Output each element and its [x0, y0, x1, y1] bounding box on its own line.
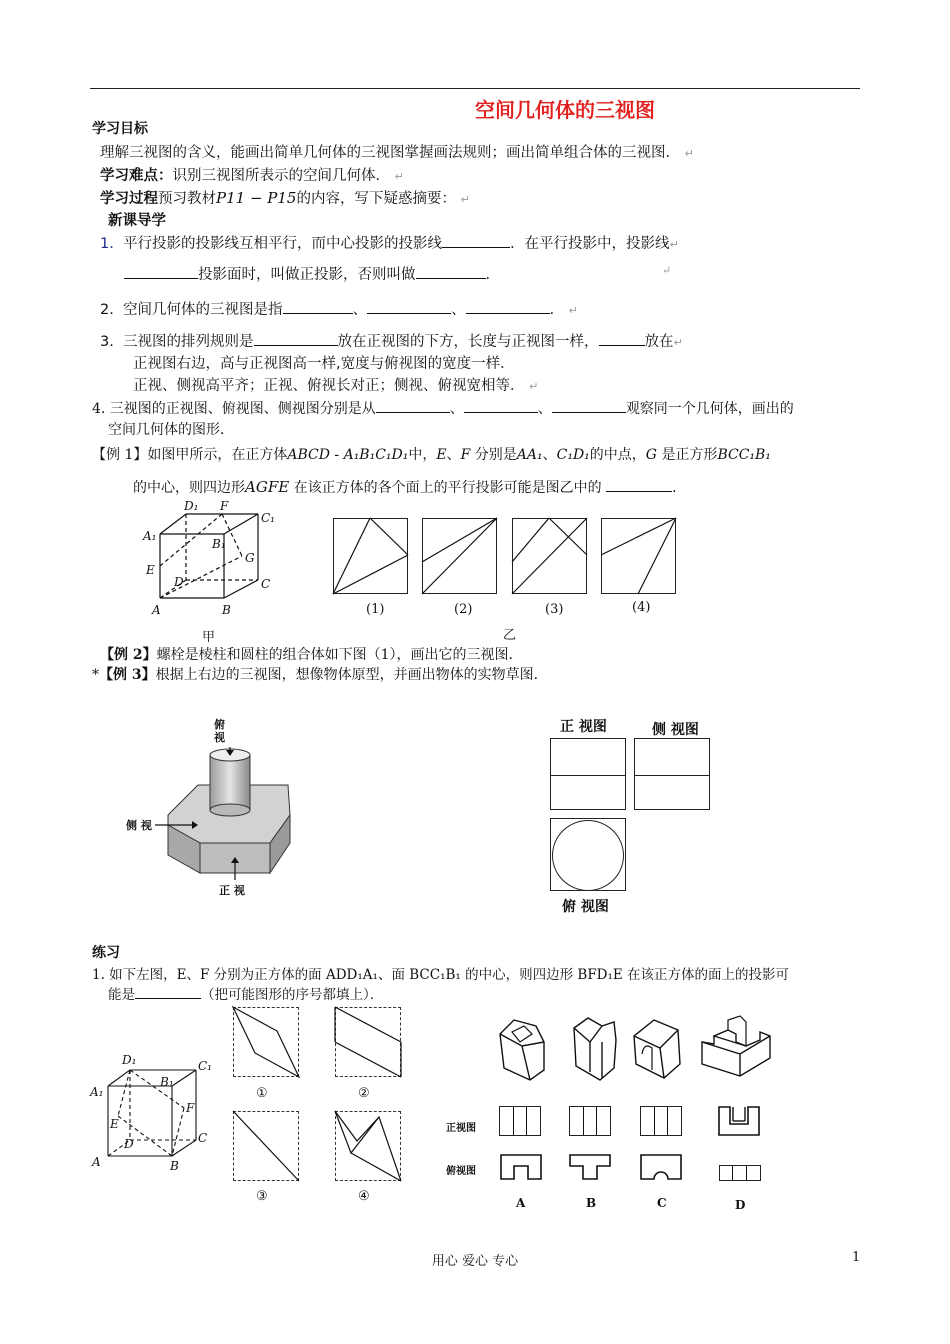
side-view-label: 侧 视图 — [652, 722, 699, 738]
practice-label-b: B — [170, 1159, 179, 1173]
answer-blank[interactable] — [552, 398, 626, 413]
question-1-line1: 1. 平行投影的投影线互相平行，而中心投影的投影线 ．在平行投影中，投影线↵ — [100, 232, 679, 253]
choice-label-b: B — [586, 1196, 597, 1210]
side-view-box — [634, 738, 710, 810]
page-number: 1 — [852, 1250, 861, 1265]
solid-c-figure — [630, 1012, 684, 1082]
question-2: 2. 空间几何体的三视图是指 、 、 ． ↵ — [100, 298, 578, 319]
practice-option-3 — [233, 1111, 299, 1181]
projection-option-4 — [601, 518, 676, 594]
solid-c-front-view — [640, 1106, 682, 1136]
practice-option-1 — [233, 1007, 299, 1077]
cube-label-d1: D₁ — [184, 499, 199, 513]
difficulty-line: 学习难点：识别三视图所表示的空间几何体． ↵ — [100, 168, 404, 184]
cube-label-f: F — [220, 499, 229, 513]
practice-label-d: D — [124, 1137, 134, 1151]
cube-label-b1: B₁ — [212, 537, 226, 551]
row-label-top-view: 俯视图 — [446, 1166, 476, 1177]
solid-b-figure — [568, 1012, 620, 1082]
practice-option-2 — [335, 1007, 401, 1077]
solid-a-top-view — [500, 1154, 542, 1180]
practice-cube-figure — [90, 1050, 220, 1175]
solid-d-figure — [700, 1012, 772, 1078]
question-4-line1: 4. 三视图的正视图、俯视图、侧视图分别是从 、 、 观察同一个几何体，画出的 — [92, 398, 794, 418]
answer-blank[interactable] — [254, 331, 338, 346]
front-view-box — [550, 738, 626, 810]
solid-d-front-view — [718, 1106, 760, 1136]
option-label-3: (3) — [545, 602, 564, 617]
new-lesson-heading: 新课导学 — [108, 213, 166, 229]
option-label-2: (2) — [454, 602, 473, 617]
goal-text: 理解三视图的含义，能画出简单几何体的三视图掌握画法规则；画出简单组合体的三视图． ↵ — [100, 145, 694, 161]
bolt-label-top: 俯 视 — [214, 718, 225, 744]
goal-heading: 学习目标 — [92, 121, 148, 137]
header-rule — [90, 88, 860, 89]
fig-label-jia: 甲 — [202, 630, 216, 645]
practice-label-f: F — [186, 1101, 195, 1115]
practice-option-4 — [335, 1111, 401, 1181]
practice-label-a: A — [92, 1155, 101, 1169]
practice-option-label-4: ④ — [358, 1189, 370, 1204]
question-4-line2: 空间几何体的图形． — [108, 422, 234, 438]
top-view-box — [550, 818, 626, 891]
solid-c-top-view — [640, 1154, 682, 1180]
solid-b-front-view — [569, 1106, 611, 1136]
answer-blank[interactable] — [416, 264, 486, 279]
page-footer: 用心 爱心 专心 — [431, 1254, 519, 1269]
process-line: 学习过程预习教材P11 − P15的内容，写下疑惑摘要： ↵ — [100, 189, 470, 207]
row-label-front-view: 正视图 — [446, 1123, 476, 1134]
solid-a-front-view — [499, 1106, 541, 1136]
answer-blank[interactable] — [376, 398, 450, 413]
choice-label-a: A — [516, 1196, 526, 1210]
solid-a-figure — [496, 1012, 548, 1082]
practice-heading: 练习 — [92, 945, 120, 961]
option-label-1: (1) — [366, 602, 385, 617]
cube-label-b: B — [222, 603, 231, 617]
solid-b-top-view — [569, 1154, 611, 1180]
answer-blank[interactable] — [124, 264, 198, 279]
answer-blank[interactable] — [367, 299, 451, 314]
answer-blank[interactable] — [466, 299, 550, 314]
question-3-line1: 3. 三视图的排列规则是 放在正视图的下方，长度与正视图一样， 放在↵ — [100, 330, 683, 351]
choice-label-d: D — [735, 1198, 746, 1212]
cube-figure-jia — [140, 500, 290, 640]
answer-blank[interactable] — [606, 477, 672, 492]
choice-label-c: C — [657, 1196, 667, 1210]
practice-option-label-3: ③ — [256, 1189, 268, 1204]
answer-blank[interactable] — [464, 398, 538, 413]
practice-label-b1: B₁ — [160, 1075, 174, 1089]
projection-option-2 — [422, 518, 497, 594]
projection-option-1 — [333, 518, 408, 594]
practice-label-c: C — [198, 1131, 208, 1145]
answer-blank[interactable] — [135, 984, 201, 999]
cube-label-a1: A₁ — [143, 529, 157, 543]
cube-label-d: D — [174, 575, 184, 589]
example-2: 【例 2】螺栓是棱柱和圆柱的组合体如下图（1），画出它的三视图． — [100, 647, 523, 663]
practice-label-d1: D₁ — [122, 1053, 137, 1067]
practice-option-label-2: ② — [358, 1086, 370, 1101]
question-3-line2: 正视图右边，高与正视图高一样,宽度与俯视图的宽度一样． — [133, 356, 515, 372]
option-label-4: (4) — [632, 600, 651, 615]
practice-q1-line1: 1. 如下左图，E、F 分别为正方体的面 ADD₁A₁、面 BCC₁B₁ 的中心，则四边形 BFD₁E 在该正方体的面上的投影可 — [92, 967, 790, 983]
practice-label-e: E — [110, 1117, 119, 1131]
practice-label-c1: C₁ — [198, 1059, 212, 1073]
cube-label-g: G — [245, 551, 255, 565]
example-1-line1: 【例 1】如图甲所示，在正方体ABCD - A₁B₁C₁D₁中，E、F 分别是AA₁、C₁D₁的中点，G 是正方形BCC₁B₁ — [92, 447, 771, 463]
top-view-circle — [552, 820, 624, 891]
projection-option-3 — [512, 518, 587, 594]
bolt-label-front: 正 视 — [219, 884, 245, 897]
answer-blank[interactable] — [442, 233, 510, 248]
practice-option-label-1: ① — [256, 1086, 268, 1101]
bolt-label-side: 侧 视 — [126, 819, 152, 832]
practice-label-a1: A₁ — [90, 1085, 104, 1099]
practice-q1-line2: 能是 （把可能图形的序号都填上）． — [108, 983, 383, 1003]
solid-d-top-view — [719, 1165, 761, 1181]
answer-blank[interactable] — [283, 299, 353, 314]
example-3: *【例 3】根据上右边的三视图，想像物体原型，并画出物体的实物草图． — [92, 667, 548, 683]
question-3-line3: 正视、侧视高平齐；正视、俯视长对正；侧视、俯视宽相等． ↵ — [133, 378, 539, 394]
question-1-line2: 投影面时，叫做正投影，否则叫做 ． — [124, 263, 500, 284]
front-view-label: 正 视图 — [560, 719, 607, 735]
cube-label-a: A — [152, 603, 161, 617]
fig-label-yi: 乙 — [503, 628, 517, 643]
page-title: 空间几何体的三视图 — [475, 98, 655, 122]
paragraph-mark: ↵ — [662, 264, 672, 277]
cube-label-c1: C₁ — [261, 511, 275, 525]
top-view-label: 俯 视图 — [562, 899, 609, 915]
example-1-line2: 的中心，则四边形AGFE 在该正方体的各个面上的平行投影可能是图乙中的 ． — [133, 478, 687, 496]
cube-label-e: E — [146, 563, 155, 577]
answer-blank[interactable] — [599, 331, 645, 346]
cube-label-c: C — [261, 577, 271, 591]
